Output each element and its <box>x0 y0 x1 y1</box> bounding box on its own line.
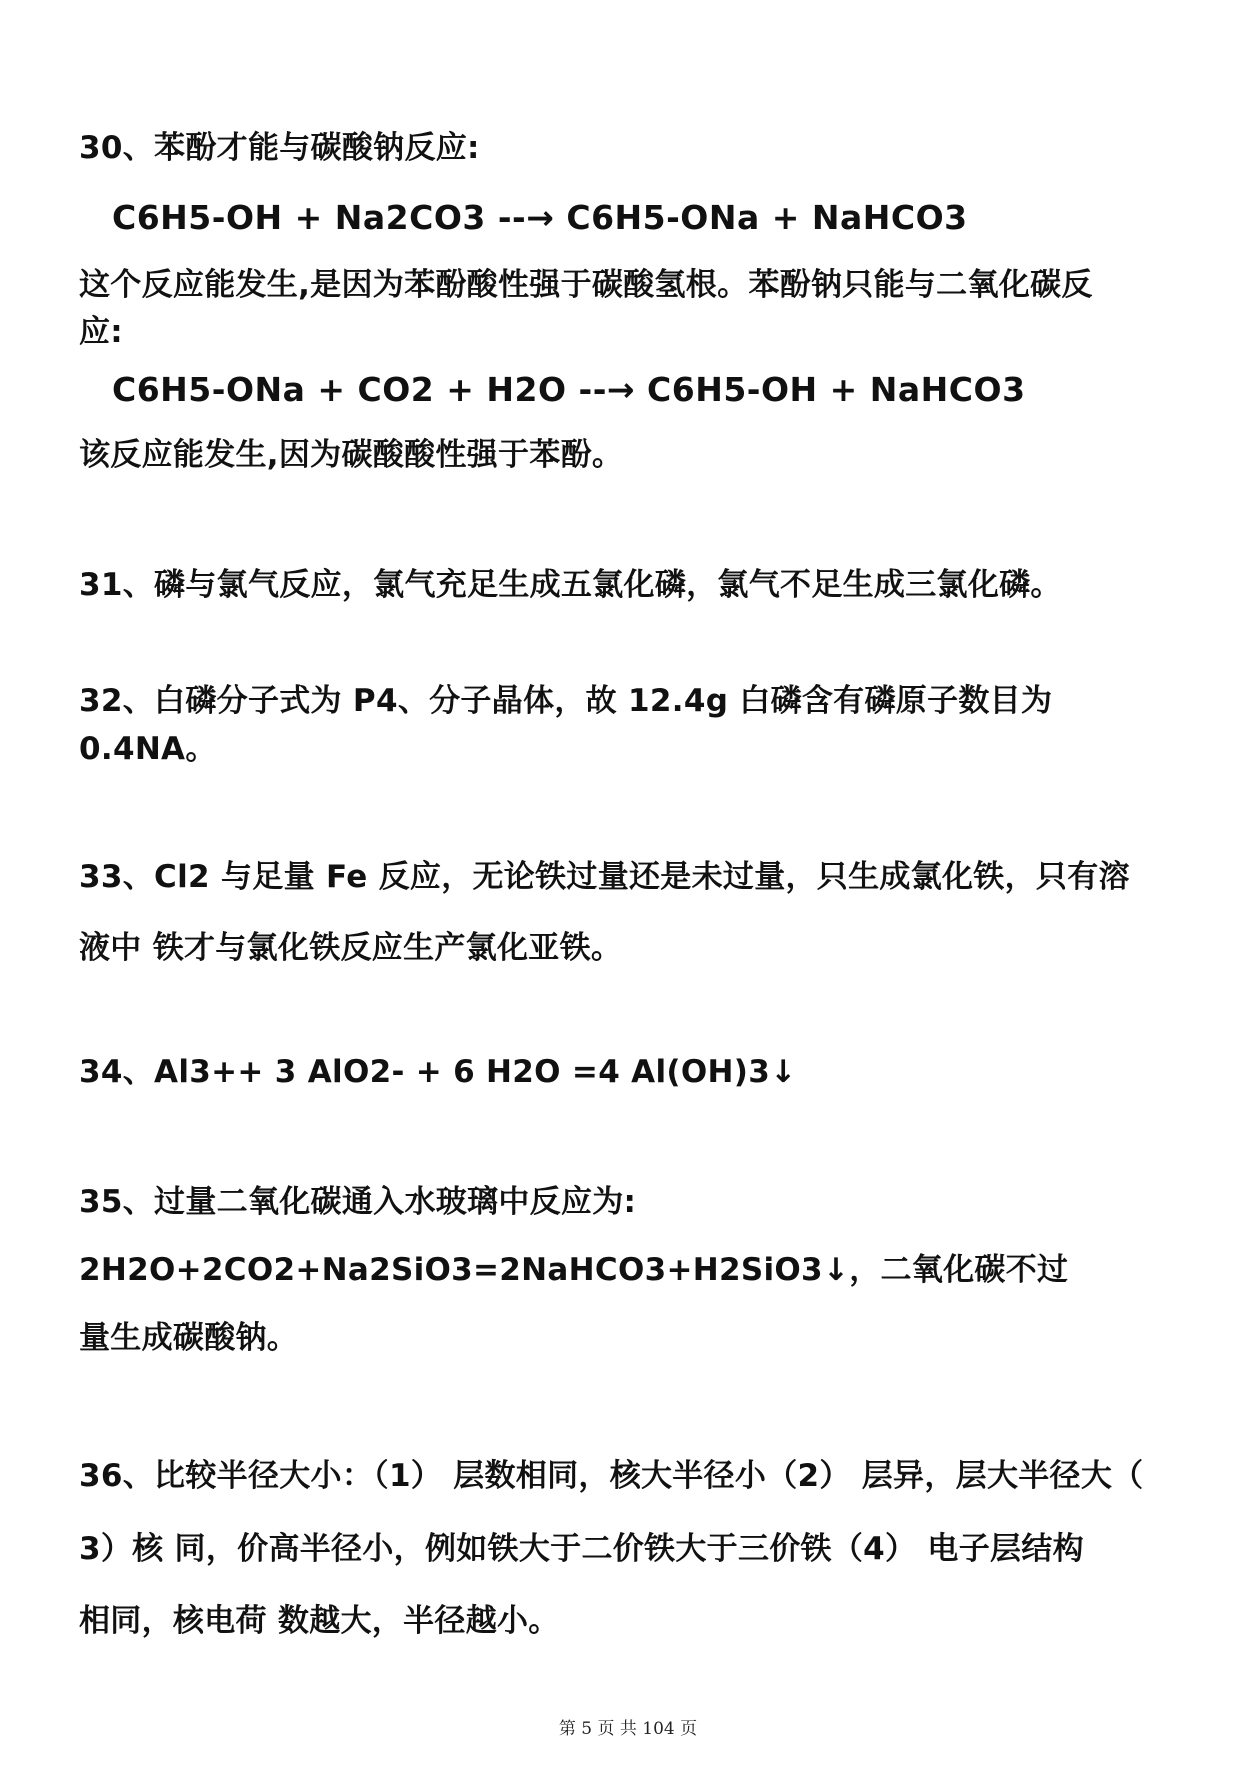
item-30-heading: 30、苯酚才能与碳酸钠反应: <box>79 130 480 166</box>
item-35-text-1: 35、过量二氧化碳通入水玻璃中反应为: <box>79 1184 637 1220</box>
item-30-text-3: 该反应能发生,因为碳酸酸性强于苯酚。 <box>79 437 624 473</box>
item-35-text-2: 2H2O+2CO2+Na2SiO3=2NaHCO3+H2SiO3↓，二氧化碳不过 <box>79 1252 1069 1288</box>
item-36-text-1: 36、比较半径大小：（1） 层数相同，核大半径小（2） 层异，层大半径大（ <box>79 1458 1144 1494</box>
item-33-text-2: 液中 铁才与氯化铁反应生产氯化亚铁。 <box>79 930 623 966</box>
item-30-equation-1: C6H5-OH + Na2CO3 --→ C6H5-ONa + NaHCO3 <box>112 198 968 237</box>
item-31-text: 31、磷与氯气反应，氯气充足生成五氯化磷，氯气不足生成三氯化磷。 <box>79 567 1062 603</box>
item-32-text-2: 0.4NA。 <box>79 731 217 767</box>
item-30-text-2: 应: <box>79 314 123 350</box>
item-30-text-1: 这个反应能发生,是因为苯酚酸性强于碳酸氢根。苯酚钠只能与二氧化碳反 <box>79 267 1093 303</box>
item-33-text-1: 33、Cl2 与足量 Fe 反应，无论铁过量还是未过量，只生成氯化铁，只有溶 <box>79 859 1130 895</box>
item-34-equation: 34、Al3++ 3 AlO2- + 6 H2O =4 Al(OH)3↓ <box>79 1054 797 1090</box>
item-36-text-2: 3）核 同，价高半径小，例如铁大于二价铁大于三价铁（4） 电子层结构 <box>79 1531 1084 1567</box>
page-number-footer: 第 5 页 共 104 页 <box>558 1719 698 1739</box>
item-30-equation-2: C6H5-ONa + CO2 + H2O --→ C6H5-OH + NaHCO3 <box>112 370 1026 409</box>
item-35-text-3: 量生成碳酸钠。 <box>79 1320 299 1356</box>
item-32-text-1: 32、白磷分子式为 P4、分子晶体，故 12.4g 白磷含有磷原子数目为 <box>79 683 1053 719</box>
item-36-text-3: 相同，核电荷 数越大，半径越小。 <box>79 1603 560 1639</box>
